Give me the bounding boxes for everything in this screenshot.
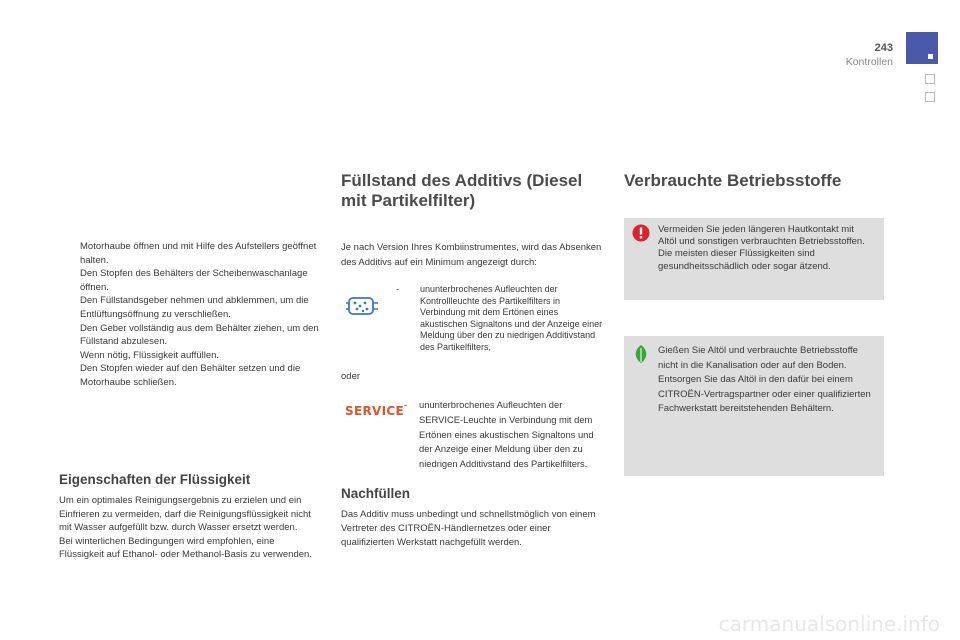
page-number: 243 [874,42,893,54]
eco-box [624,336,884,476]
particle-filter-warning-icon [345,296,379,316]
watermark: carmanualsonline.info [718,612,940,636]
chapter-tab-empty [925,92,935,102]
eco-text: Gießen Sie Altöl und verbrauchte Betriebsstoffe nicht in die Kanalisation oder auf den Boden. Entsorgen Sie das Altöl in den dafür bei einem CITROËN-Vertragspartner oder einer qualifizierten Fachwerkstatt bereitstehenden Behältern. [658,345,871,415]
warning-box [624,218,884,300]
section-name: Kontrollen [845,56,893,68]
additive-heading: Füllstand des Additivs (Diesel mit Partikelfilter) [341,171,583,210]
chapter-tab-empty [925,74,935,84]
used-fluids-heading: Verbrauchte Betriebsstoffe [624,171,842,190]
step-item: Motorhaube öffnen und mit Hilfe des Aufstellers geöffnet halten. [80,241,317,266]
properties-text: Um ein optimales Reinigungsergebnis zu erzielen und ein Einfrieren zu vermeiden, darf die Reinigungsflüssigkeit nicht mit Wasser aufgefüllt bzw. durch Wasser ersetzt werden. Bei winterlichen Bedingungen wird empfohlen, eine Flüssigkeit auf Ethanol- oder Methanol-Basis zu verwenden. [59,495,312,560]
refill-heading: Nachfüllen [341,486,411,501]
step-item: Den Geber vollständig aus dem Behälter ziehen, um den Füllstand abzulesen. [80,322,319,348]
additive-intro: Je nach Version Ihres Kombiinstrumentes, wird das Absenken des Additivs auf ein Minimum angezeigt durch: [341,242,602,268]
chapter-tab-active [906,32,938,64]
service-warning-icon: SERVICE [345,404,404,418]
or-label: oder [341,371,361,382]
leaf-icon [632,344,650,364]
step-item: Den Füllstandsgeber nehmen und abklemmen, um die Entlüftungsöffnung zu verschließen. [80,295,309,320]
properties-heading: Eigenschaften der Flüssigkeit [59,472,251,487]
warning-text: Vermeiden Sie jeden längeren Hautkontakt mit Altöl und sonstigen verbrauchten Betriebsstoffen. Die meisten dieser Flüssigkeiten sind gesundheitsschädlich oder sogar ätzend. [658,224,865,272]
procedure-steps [60,240,330,390]
step-item: Den Stopfen wieder auf den Behälter setzen und die Motorhaube schließen. [80,363,301,388]
step-item: Wenn nötig, Flüssigkeit auffüllen. [80,349,220,361]
step-item: Den Stopfen des Behälters der Scheibenwaschanlage öffnen. [80,268,308,293]
warning-icon [632,224,650,242]
refill-text: Das Additiv muss unbedingt und schnellstmöglich von einem Vertreter des CITROËN-Händlernetzes oder einer qualifizierten Werkstatt nachgefüllt werden. [341,509,596,549]
